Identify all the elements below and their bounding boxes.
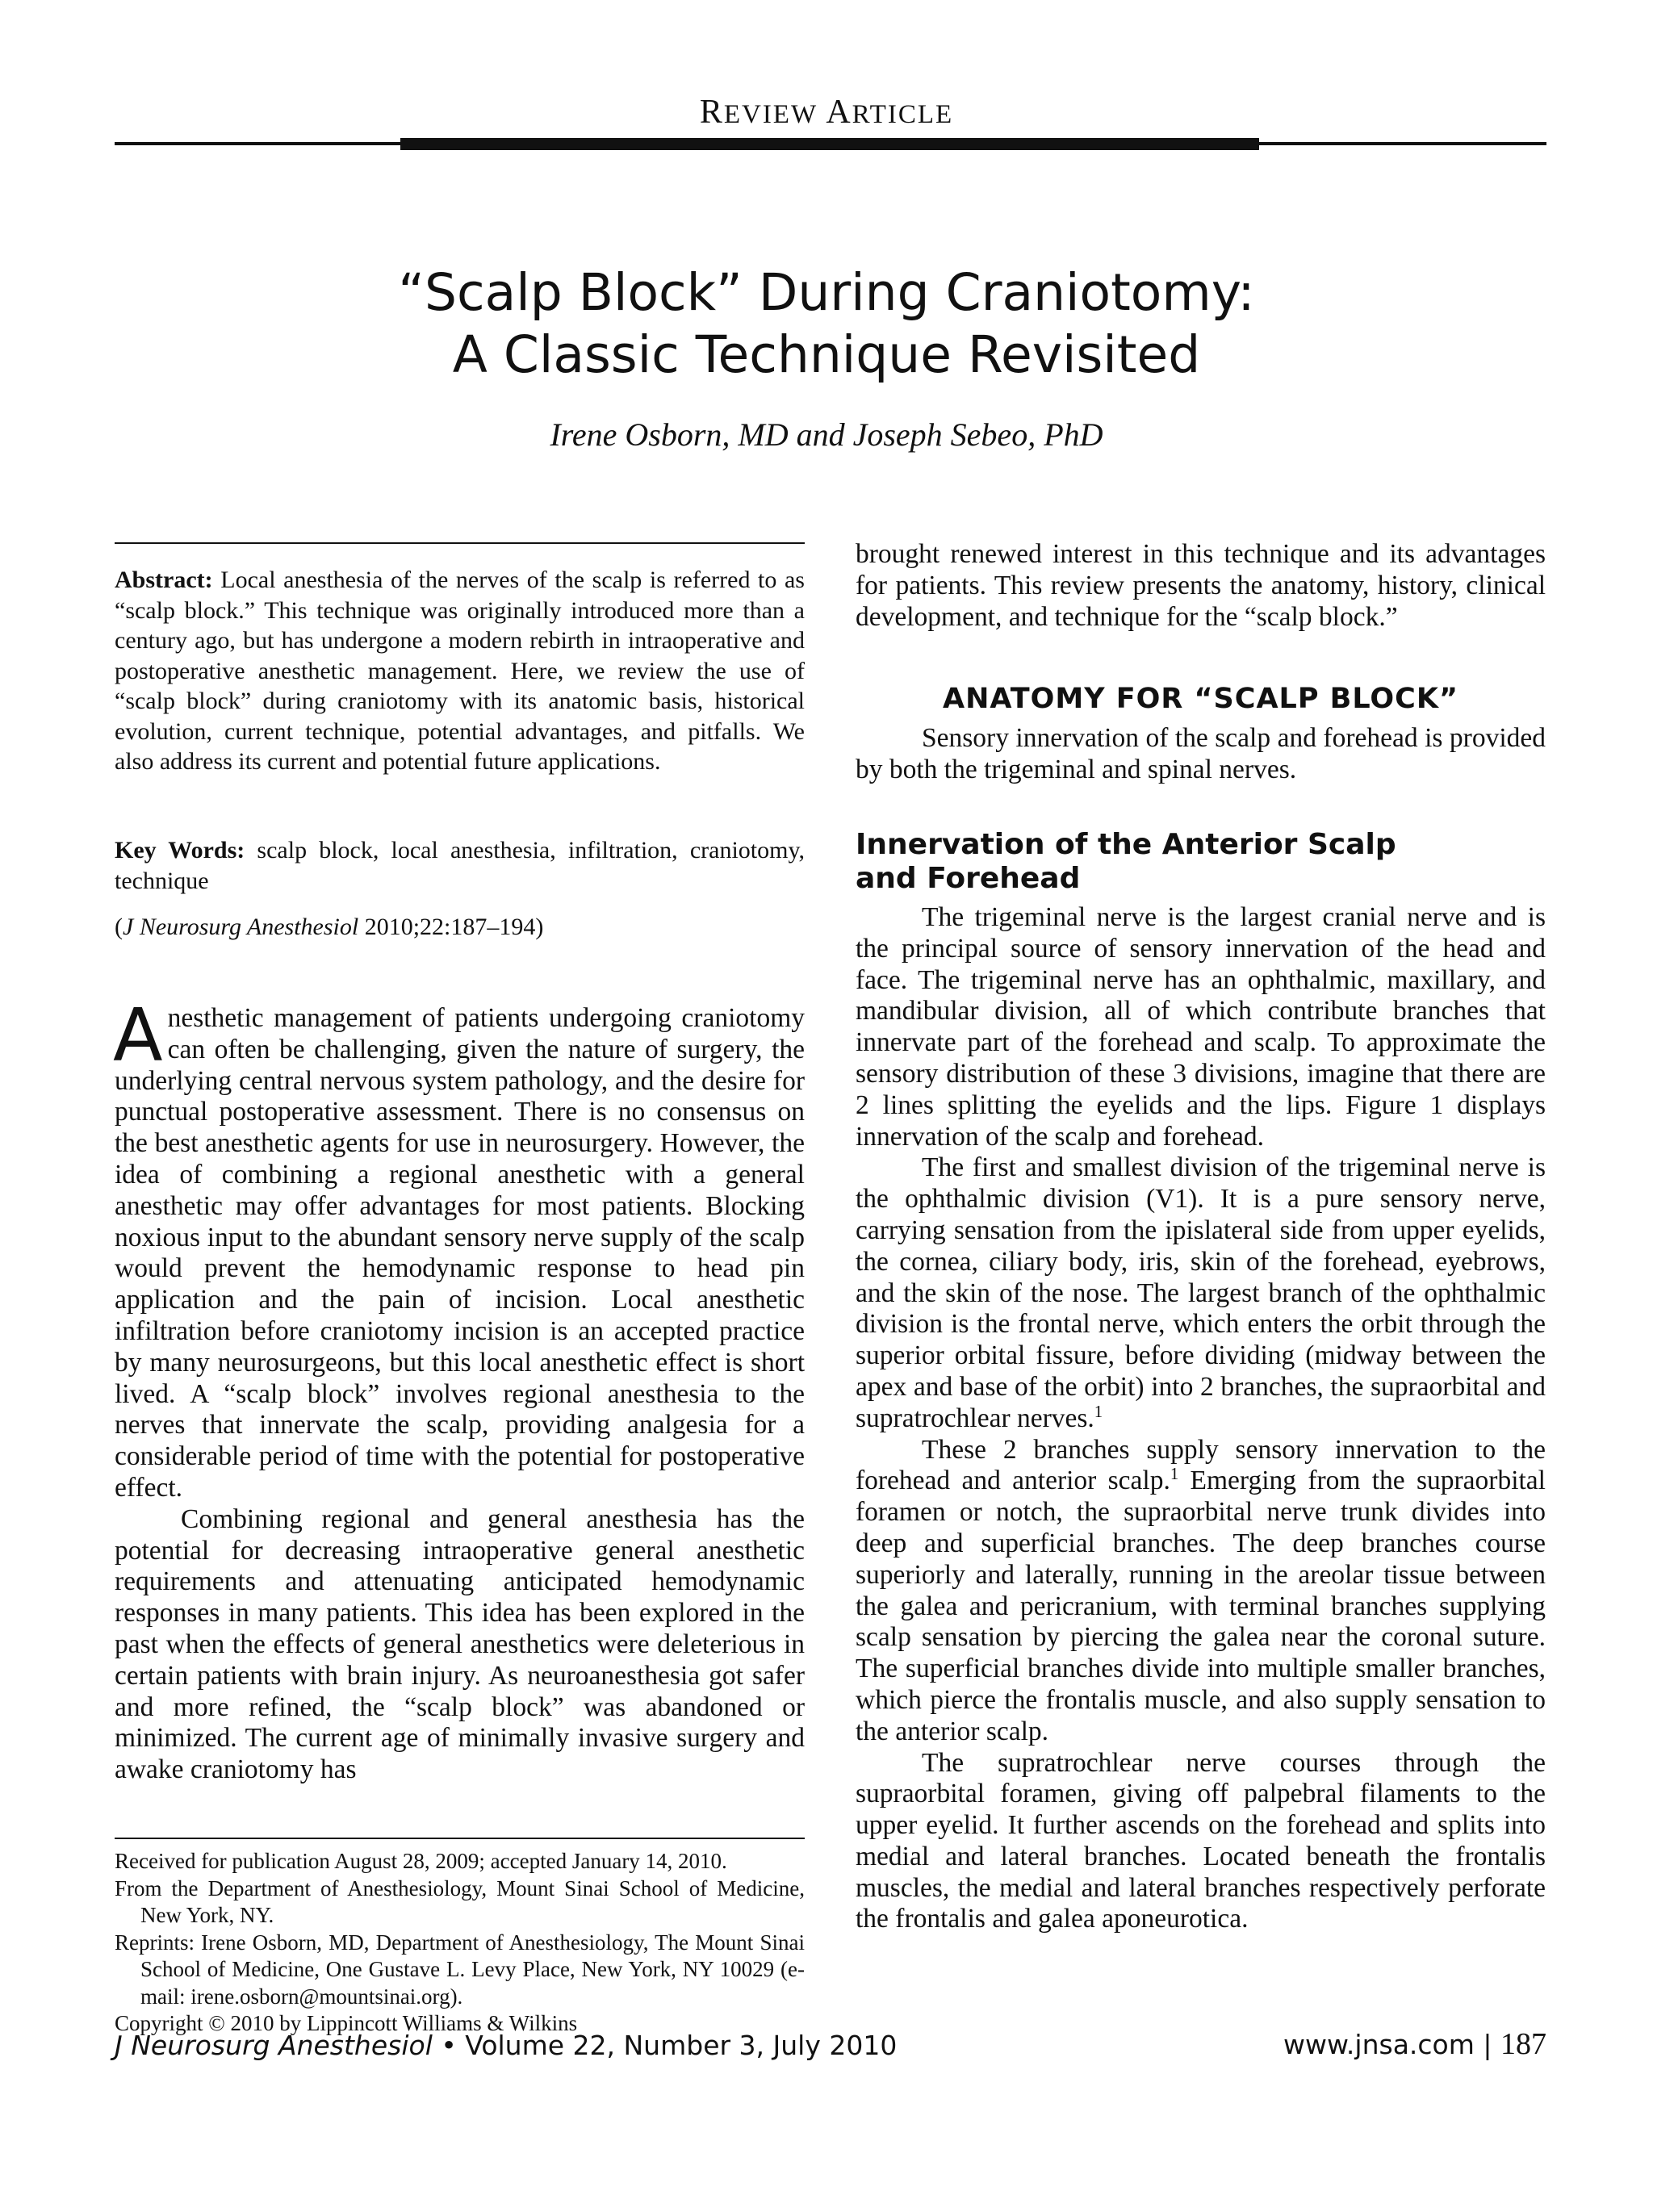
heading-anatomy: ANATOMY FOR “SCALP BLOCK”	[943, 683, 1458, 716]
footer-url[interactable]: www.jnsa.com	[1283, 2029, 1475, 2060]
footer-page-info	[1283, 2026, 1546, 2062]
reference-superscript: 1	[1094, 1402, 1103, 1421]
innervation-paragraph-3-text-b: Emerging from the supraorbital foramen or notch, the supraorbital nerve trunk divides into deep and superficial branches. The deep branches course superiorly and laterally, running in the areolar tissue between the galea and pericranium, with terminal branches supplying scalp sensation by piercing the galea near the coronal suture. The superficial branches divide into multiple smaller branches, which pierce the frontalis muscle, and also supply sensation to the anterior scalp.	[856, 1466, 1546, 1746]
abstract-text: Local anesthesia of the nerves of the scalp is referred to as “scalp block.” This technique was originally introduced more than a century ago, but has undergone a modern rebirth in intraoperative and postoperative anesthetic management. Here, we review the use of “scalp block” during craniotomy with its anatomic basis, historical evolution, current technique, potential advantages, and pitfalls. We also address its current and potential future applications.	[115, 567, 805, 775]
innervation-paragraph-3-text-a: These 2 branches supply sensory innervation to the forehead and anterior scalp.	[856, 1434, 1546, 1496]
abstract-label: Abstract:	[115, 567, 213, 593]
innervation-paragraph-2-text: The first and smallest division of the trigeminal nerve is the ophthalmic division (V1). It is a pure sensory nerve, carrying sensation from the ipislateral side from upper eyelids, the cornea, ciliary body, iris, skin of the forehead, eyebrows, and the skin of the nose. The largest branch of the ophthalmic division is the frontal nerve, which enters the orbit through the superior orbital fissure, before dividing (midway between the apex and base of the orbit) into 2 branches, the supraorbital and supratrochlear nerves.	[856, 1152, 1546, 1433]
article-title	[0, 262, 1653, 387]
footer-issue: • Volume 22, Number 3, July 2010	[432, 2030, 898, 2061]
footer-separator: |	[1474, 2029, 1500, 2060]
keywords-label: Key Words:	[115, 837, 245, 863]
title-line-1: “Scalp Block” During Craniotomy:	[398, 263, 1255, 322]
footer-journal: J Neurosurg Anesthesiol	[115, 2030, 433, 2061]
abstract-rule	[115, 542, 805, 544]
intro-continuation: brought renewed interest in this technique and its advantages for patients. This review presents the anatomy, history, clinical development, and technique for the “scalp block.”	[856, 539, 1546, 632]
innervation-paragraph-1: The trigeminal nerve is the largest cranial nerve and is the principal source of sensory innervation of the head and face. The trigeminal nerve has an ophthalmic, maxillary, and mandibular division, all of which contribute branches that innervate part of the forehead and scalp. To approximate the sensory distribution of these 3 divisions, imagine that there are 2 lines splitting the eyelids and the lips. Figure 1 displays innervation of the scalp and forehead.	[856, 901, 1546, 1152]
section-label	[0, 93, 1653, 132]
footnote-rule	[115, 1838, 805, 1839]
footer-journal-info	[115, 2030, 897, 2061]
keywords	[115, 835, 805, 896]
footnote-reprints: Reprints: Irene Osborn, MD, Department of Anesthesiology, The Mount Sinai School of Medicine, One Gustave L. Levy Place, New York, NY 10029 (e-mail: irene.osborn@mountsinai.org).	[115, 1930, 805, 2009]
page-number: 187	[1500, 2027, 1546, 2061]
intro-paragraph-1	[113, 993, 805, 1504]
innervation-paragraph-2	[856, 1152, 1546, 1434]
authors: Irene Osborn, MD and Joseph Sebeo, PhD	[550, 416, 1103, 453]
abstract	[115, 565, 805, 777]
intro-paragraph-2: Combining regional and general anesthesia has the potential for decreasing intraoperative general anesthetic requirements and attenuating anticipated hemodynamic responses in many patients. This idea has been explored in the past when the effects of general anesthetics were deleterious in certain patients with brain injury. As neuroanesthesia got safer and more refined, the “scalp block” was abandoned or minimized. The current age of minimally invasive surgery and awake craniotomy has	[115, 1503, 805, 1785]
title-line-2: A Classic Technique Revisited	[452, 324, 1201, 384]
heading-innervation	[856, 828, 1546, 896]
intro-body	[113, 993, 805, 1786]
reference-superscript: 1	[1170, 1465, 1179, 1484]
citation-details: 2010;22:187–194)	[358, 914, 544, 940]
citation	[115, 912, 805, 943]
footnote-copyright: Copyright © 2010 by Lippincott Williams & Wilkins	[115, 2011, 578, 2035]
right-column	[856, 539, 1546, 1935]
section-label-rest-1: EVIEW	[723, 100, 818, 129]
heading-innervation-line-2: and Forehead	[856, 861, 1081, 895]
heading-innervation-line-1: Innervation of the Anterior Scalp	[856, 827, 1396, 861]
keywords-text: scalp block, local anesthesia, infiltration, craniotomy, technique	[115, 837, 806, 894]
innervation-paragraph-3	[856, 1435, 1546, 1748]
section-label-initial-1: R	[699, 94, 724, 131]
intro-paragraph-1-text: nesthetic management of patients undergoing craniotomy can often be challenging, given the nature of surgery, the underlying central nervous system pathology, and the desire for punctual postoperative assessment. There is no consensus on the best anesthetic agents for use in neurosurgery. However, the idea of combining a regional anesthetic with a general anesthetic may offer advantages for most patients. Blocking noxious input to the abundant sensory nerve supply of the scalp would prevent the hemodynamic response to head pin application and the pain of incision. Local anesthetic infiltration before craniotomy incision is an accepted practice by many neurosurgeons, but this local anesthetic effect is short lived. A “scalp block” involves regional anesthesia to the nerves that innervate the scalp, providing analgesia for a considerable period of time with the potential for postoperative effect.	[115, 1003, 805, 1503]
citation-open-paren: (	[115, 914, 123, 940]
section-label-rest-2: RTICLE	[852, 100, 954, 129]
footnote-received: Received for publication August 28, 2009; accepted January 14, 2010.	[115, 1849, 727, 1873]
footnotes	[115, 1848, 805, 2038]
header-rule-thick	[400, 138, 1259, 150]
anatomy-paragraph: Sensory innervation of the scalp and forehead is provided by both the trigeminal and spinal nerves.	[856, 723, 1546, 785]
section-label-initial-2: A	[826, 94, 852, 131]
innervation-paragraph-4: The supratrochlear nerve courses through the supraorbital foramen, giving off palpebral filaments to the upper eyelid. It further ascends on the forehead and splits into medial and lateral branches. Located beneath the frontalis muscles, the medial and lateral branches respectively perforate the frontalis and galea aponeurotica.	[856, 1747, 1546, 1934]
citation-journal: J Neurosurg Anesthesiol	[123, 914, 359, 940]
drop-cap: A	[113, 993, 163, 1078]
footnote-affiliation: From the Department of Anesthesiology, Mount Sinai School of Medicine, New York, NY.	[115, 1875, 805, 1927]
